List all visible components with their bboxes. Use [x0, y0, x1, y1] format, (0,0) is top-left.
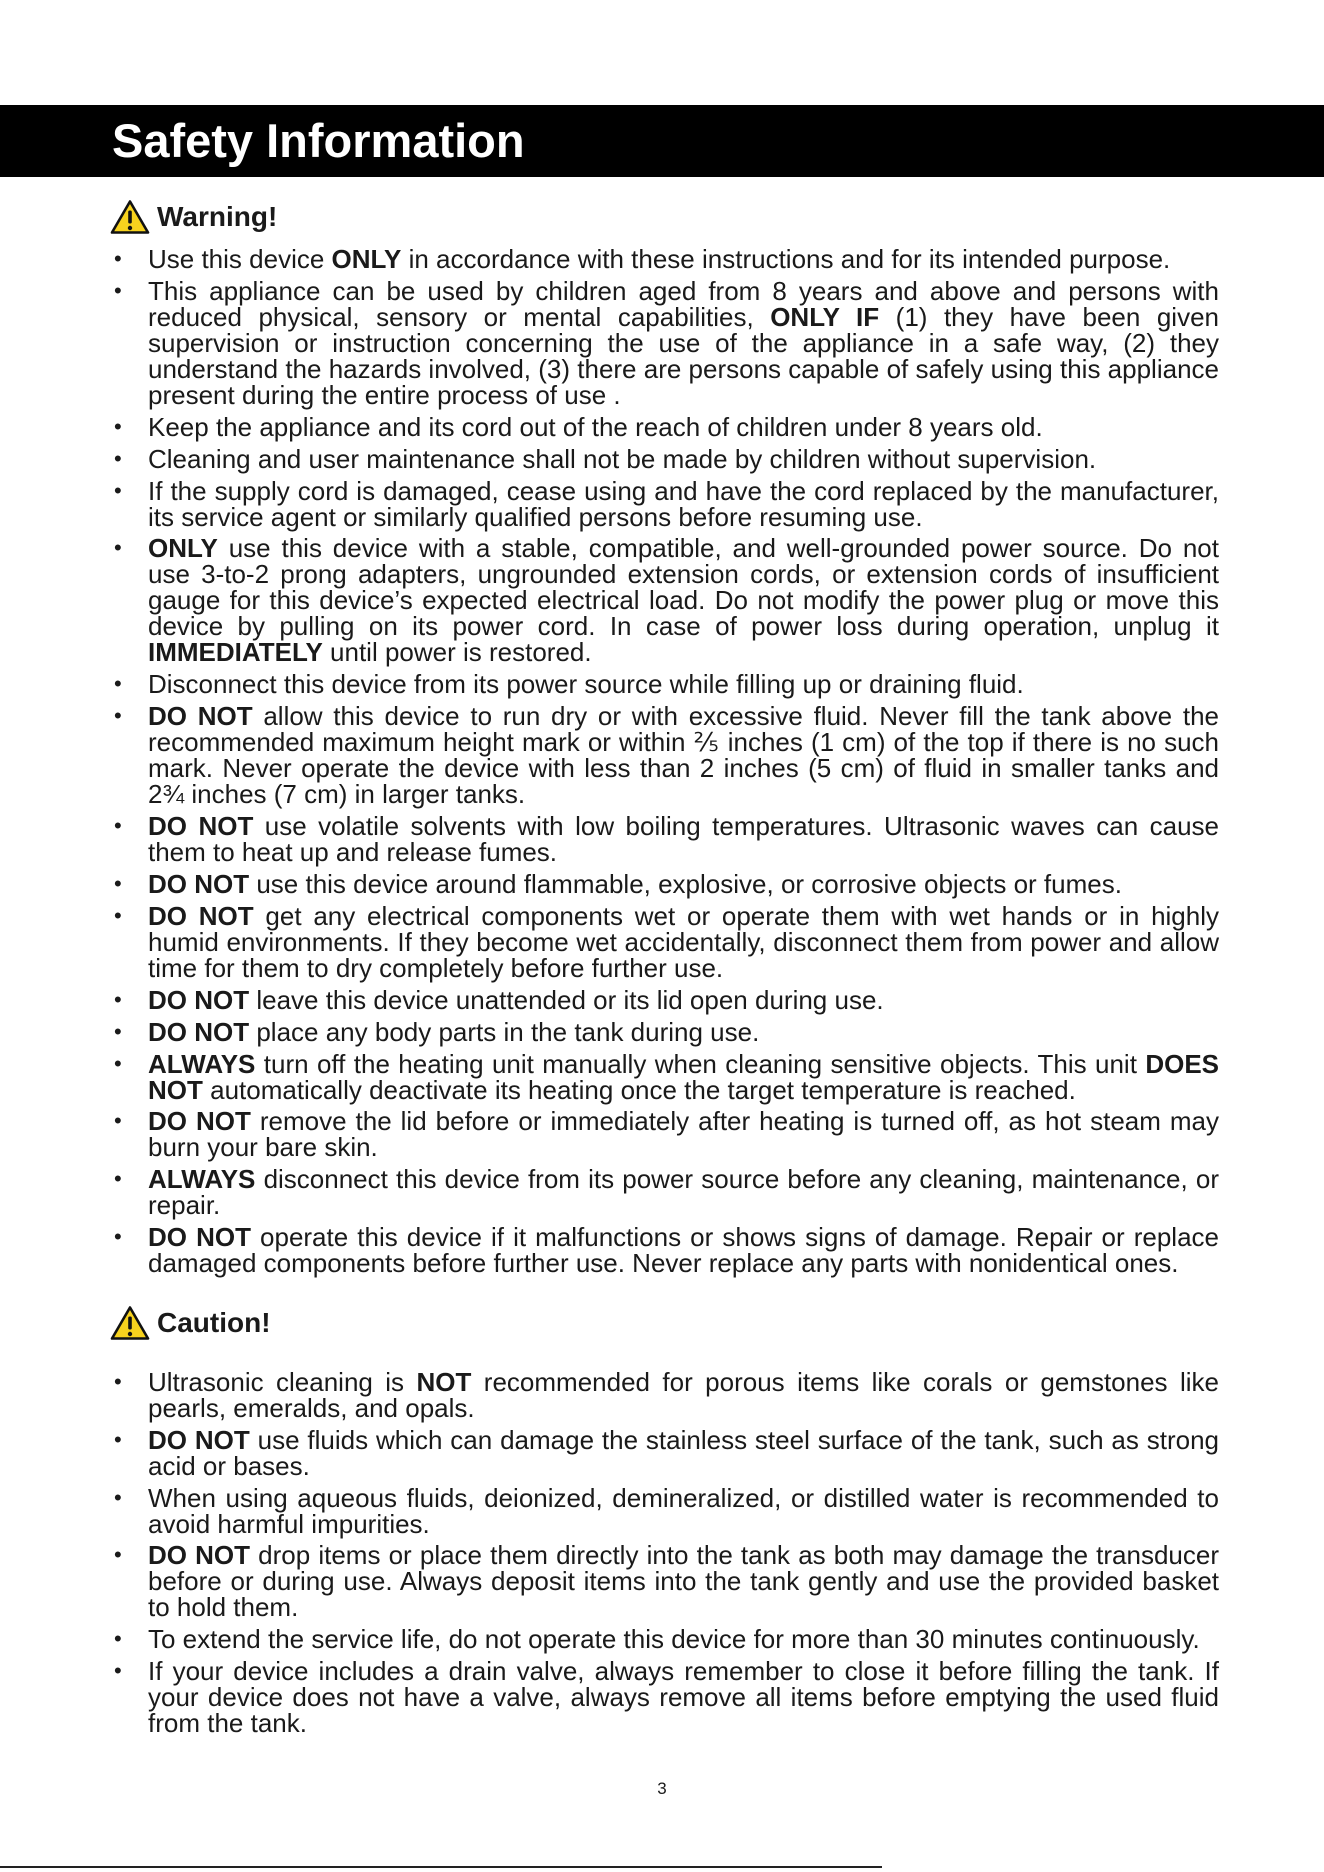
item-text: Ultrasonic cleaning is	[148, 1366, 417, 1397]
warning-item	[114, 1222, 1219, 1279]
item-text: If your device includes a drain valve, always remember to close it before filling the tank. If your device does not have a valve, always remove all items before emptying the used fluid from the tank.	[148, 1656, 1219, 1739]
warning-heading	[110, 199, 1324, 235]
item-text: If the supply cord is damaged, cease using and have the cord replaced by the manufacturer, its service agent or similarly qualified persons before resuming use.	[148, 475, 1219, 532]
warning-item	[114, 1164, 1219, 1221]
page-title: Safety Information	[112, 114, 525, 167]
bullet: •	[114, 1626, 122, 1652]
item-text: (1) they have been given supervision or instruction concerning the use of the appliance in a safe way, (2) they understand the hazards involved, (3) there are persons capable of safely using this appliance present during the entire process of use .	[148, 301, 1219, 410]
caution-heading-label: Caution!	[157, 1307, 271, 1339]
item-text: allow this device to run dry or with excessive fluid. Never fill the tank above the recommended maximum height mark or within ⅖ inches (1 cm) of the top if there is no such mark. Never operate the device with less than 2 inches (5 cm) of fluid in smaller tanks and 2¾ inches (7 cm) in larger tanks.	[148, 701, 1219, 810]
bullet: •	[114, 535, 122, 561]
item-text: To extend the service life, do not operate this device for more than 30 minutes continuously.	[148, 1624, 1200, 1655]
emphasis-text: ONLY	[148, 533, 218, 564]
warning-item	[114, 811, 1219, 868]
bullet: •	[114, 902, 122, 928]
caution-item	[114, 1540, 1219, 1623]
warning-item	[114, 1016, 1219, 1047]
emphasis-text: DO NOT	[148, 869, 250, 900]
caution-item	[114, 1624, 1219, 1655]
bullet: •	[114, 1368, 122, 1394]
item-text: until power is restored.	[322, 637, 592, 668]
item-text: get any electrical components wet or operate them with wet hands or in highly humid environments. If they become wet accidentally, disconnect them from power and allow time for them to dry completely before further use.	[148, 900, 1220, 983]
emphasis-text: DO NOT	[148, 1106, 251, 1137]
warning-item	[114, 900, 1220, 983]
item-text: Use this device	[148, 244, 332, 274]
bullet: •	[114, 477, 122, 503]
bullet: •	[114, 703, 122, 729]
bullet: •	[114, 871, 122, 897]
caution-list	[0, 1366, 1324, 1739]
emphasis-text: DO NOT	[148, 1016, 250, 1047]
warning-item	[114, 1106, 1220, 1163]
item-text: automatically deactivate its heating once the target temperature is reached.	[202, 1074, 1076, 1105]
bullet: •	[114, 1050, 122, 1076]
bullet: •	[114, 1108, 122, 1134]
item-text: Keep the appliance and its cord out of the reach of children under 8 years old.	[148, 411, 1043, 442]
bullet: •	[114, 445, 122, 471]
header-bar	[0, 105, 1324, 177]
item-text: This appliance can be used by children aged from 8 years and above and persons with reduced physical, sensory or mental capabilities,	[148, 275, 1219, 332]
item-text: remove the lid before or immediately after heating is turned off, as hot steam may burn your bare skin.	[148, 1106, 1220, 1163]
warning-item	[114, 701, 1219, 810]
item-text: use volatile solvents with low boiling temperatures. Ultrasonic waves can cause them to heat up and release fumes.	[148, 811, 1219, 868]
bullet: •	[114, 1018, 122, 1044]
emphasis-text: DO NOT	[148, 984, 250, 1015]
warning-item	[114, 869, 1219, 900]
page-number: 3	[657, 1779, 667, 1798]
item-text: place any body parts in the tank during use.	[249, 1016, 760, 1047]
bullet: •	[114, 1224, 122, 1250]
emphasis-text: DO NOT	[148, 1424, 250, 1455]
emphasis-text: ALWAYS	[148, 1164, 256, 1195]
emphasis-text: DO NOT	[148, 701, 253, 732]
warning-list	[0, 244, 1324, 1279]
footer-rule	[0, 1866, 882, 1868]
warning-section	[0, 199, 1324, 1279]
item-text: use this device around flammable, explosive, or corrosive objects or fumes.	[249, 869, 1122, 900]
caution-item	[114, 1482, 1219, 1539]
warning-item	[114, 533, 1219, 668]
emphasis-text: DO NOT	[148, 1222, 251, 1253]
emphasis-text: ONLY	[331, 244, 402, 274]
bullet: •	[114, 1426, 122, 1452]
warning-triangle-icon	[110, 199, 150, 235]
bullet: •	[114, 246, 122, 271]
emphasis-text: DO NOT	[148, 900, 254, 931]
item-text: Disconnect this device from its power source while filling up or draining fluid.	[148, 669, 1024, 700]
caution-section	[0, 1305, 1324, 1739]
warning-item	[114, 443, 1219, 474]
bullet: •	[114, 277, 122, 303]
bullet: •	[114, 413, 122, 439]
emphasis-text: ONLY IF	[770, 301, 880, 332]
warning-item	[114, 1048, 1219, 1105]
warning-item	[114, 411, 1219, 442]
bullet: •	[114, 1542, 122, 1568]
item-text: use fluids which can damage the stainless steel surface of the tank, such as strong acid or bases.	[148, 1424, 1219, 1481]
warning-item	[114, 475, 1219, 532]
emphasis-text: DOES NOT	[148, 1048, 1219, 1105]
warning-triangle-icon	[110, 1305, 150, 1341]
warning-heading-label: Warning!	[157, 201, 278, 232]
bullet: •	[114, 1166, 122, 1192]
item-text: turn off the heating unit manually when cleaning sensitive objects. This unit	[255, 1048, 1146, 1079]
safety-content	[0, 199, 1324, 1739]
warning-item	[114, 984, 1219, 1015]
caution-item	[114, 1366, 1219, 1423]
emphasis-text: DO NOT	[148, 811, 254, 842]
bullet: •	[114, 813, 122, 839]
bullet: •	[114, 986, 122, 1012]
caution-item	[114, 1424, 1219, 1481]
emphasis-text: ALWAYS	[148, 1048, 256, 1079]
emphasis-text: IMMEDIATELY	[148, 637, 323, 668]
bullet: •	[114, 1658, 122, 1684]
warning-item	[114, 669, 1219, 700]
emphasis-text: NOT	[416, 1366, 472, 1397]
caution-heading	[110, 1305, 1324, 1341]
item-text: disconnect this device from its power source before any cleaning, maintenance, or repair.	[148, 1164, 1219, 1221]
item-text: in accordance with these instructions and for its intended purpose.	[401, 244, 1171, 274]
item-text: operate this device if it malfunctions or shows signs of damage. Repair or replace damaged components before further use. Never replace any parts with nonidentical ones.	[148, 1222, 1219, 1279]
item-text: leave this device unattended or its lid open during use.	[249, 984, 884, 1015]
warning-item	[114, 244, 1219, 274]
caution-item	[114, 1656, 1219, 1739]
item-text: recommended for porous items like corals or gemstones like pearls, emeralds, and opals.	[148, 1366, 1219, 1423]
warning-item	[114, 275, 1219, 410]
item-text: When using aqueous fluids, deionized, demineralized, or distilled water is recommended to avoid harmful impurities.	[148, 1482, 1219, 1539]
bullet: •	[114, 671, 122, 697]
item-text: Cleaning and user maintenance shall not be made by children without supervision.	[148, 443, 1097, 474]
bullet: •	[114, 1484, 122, 1510]
item-text: use this device with a stable, compatible, and well-grounded power source. Do not use 3-to-2 prong adapters, ungrounded extension cords, or extension cords of insufficient gauge for this device’s expected electrical load. Do not modify the power plug or move this device by pulling on its power cord. In case of power loss during operation, unplug it	[148, 533, 1219, 642]
emphasis-text: DO NOT	[148, 1540, 251, 1571]
item-text: drop items or place them directly into the tank as both may damage the transducer before or during use. Always deposit items into the tank gently and use the provided basket to hold them.	[148, 1540, 1219, 1623]
